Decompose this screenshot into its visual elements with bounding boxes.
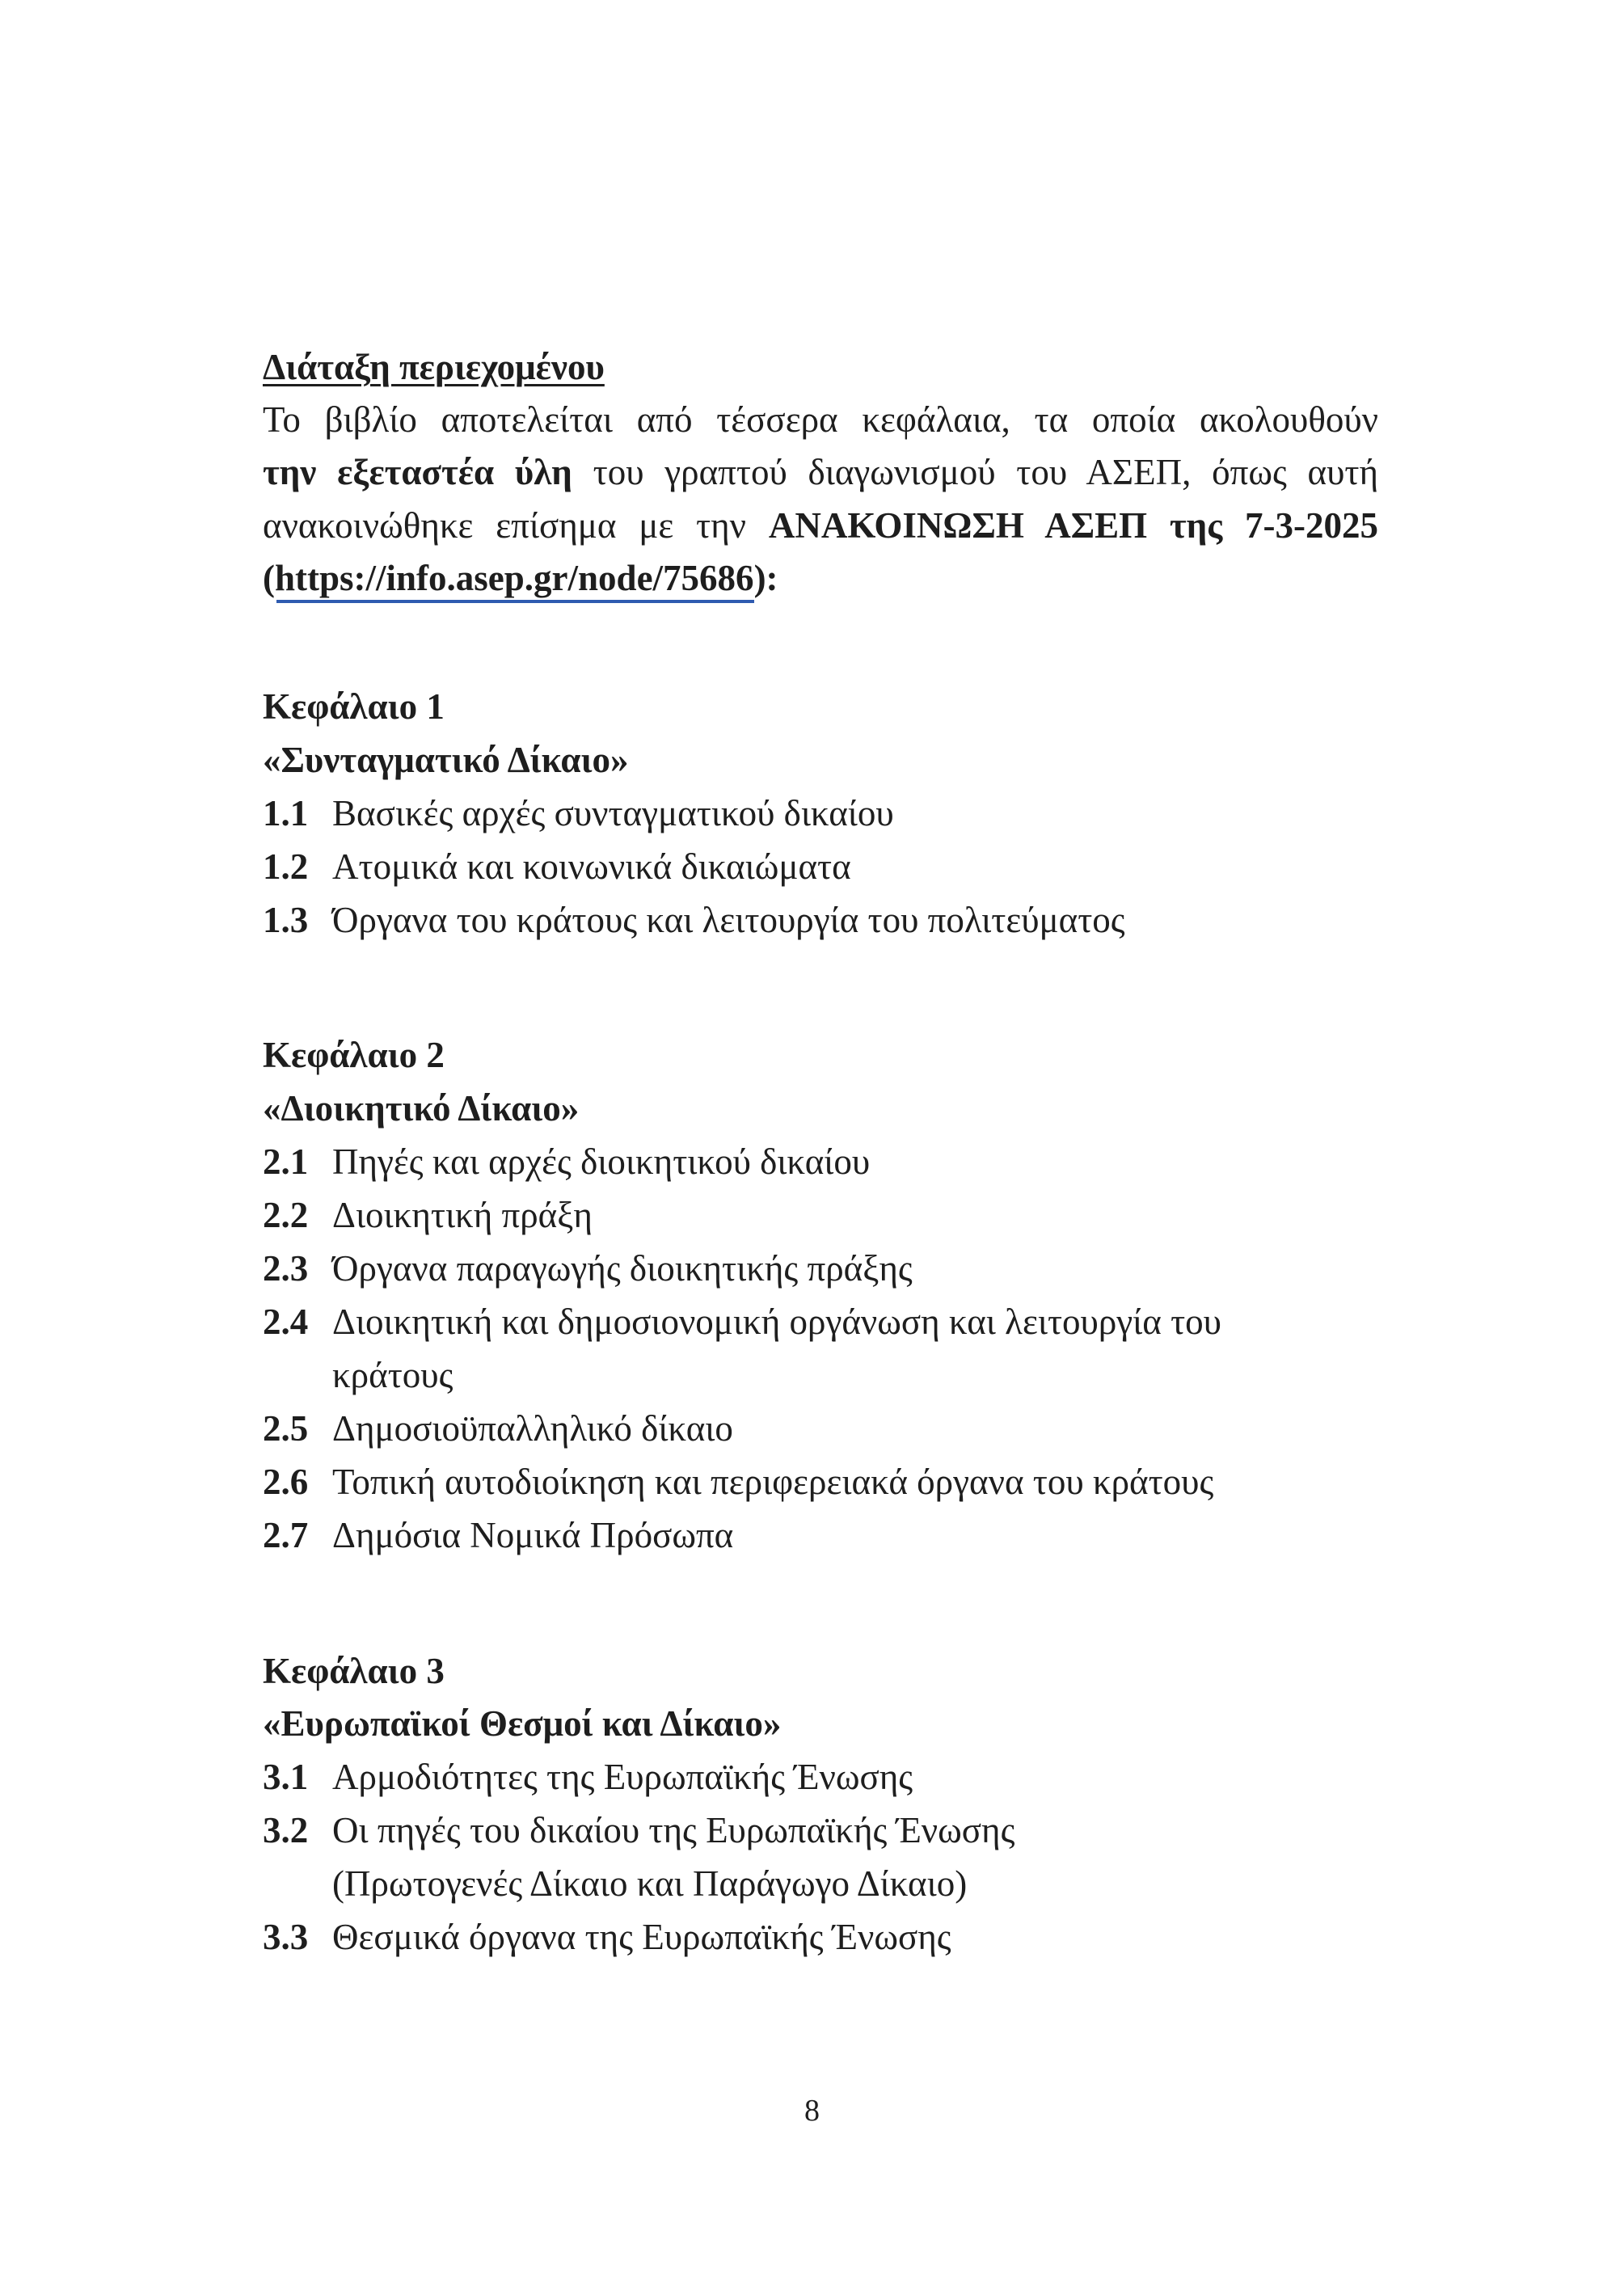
item-number: 3.3 <box>263 1917 309 1957</box>
item-number: 1.2 <box>263 846 309 887</box>
page-number: 8 <box>804 2094 820 2128</box>
list-item <box>263 1304 1221 1340</box>
asep-link-text: https://info.asep.gr/node/75686 <box>275 558 754 598</box>
item-text: Διοικητική και δημοσιονομική οργάνωση και λειτουργία του <box>332 1302 1221 1342</box>
item-number: 2.4 <box>263 1302 309 1342</box>
section-heading: Διάταξη περιεχομένου <box>263 347 605 387</box>
intro-line-2-rest: του γραπτού διαγωνισμού του ΑΣΕΠ, όπως αυτή <box>572 452 1378 492</box>
item-text: Αρμοδιότητες της Ευρωπαϊκής Ένωσης <box>332 1757 913 1797</box>
item-number: 2.7 <box>263 1515 309 1555</box>
intro-line-1: Το βιβλίο αποτελείται από τέσσερα κεφάλαια, τα οποία ακολουθούν <box>263 399 1378 440</box>
list-item <box>263 1919 951 1956</box>
item-number: 2.1 <box>263 1141 309 1182</box>
item-number: 1.1 <box>263 793 309 833</box>
list-item <box>263 1197 593 1234</box>
chapter-label: Κεφάλαιο 3 <box>263 1651 445 1691</box>
intro-line-4 <box>263 560 778 597</box>
item-text: Βασικές αρχές συνταγματικού δικαίου <box>332 793 894 833</box>
list-item-continuation <box>263 1357 453 1394</box>
item-text: Ατομικά και κοινωνικά δικαιώματα <box>332 846 851 887</box>
item-number: 3.1 <box>263 1757 309 1797</box>
link-close-paren: ): <box>753 558 778 598</box>
item-text: Πηγές και αρχές διοικητικού δικαίου <box>332 1141 871 1182</box>
list-item <box>263 795 894 832</box>
item-text: Θεσμικά όργανα της Ευρωπαϊκής Ένωσης <box>332 1917 951 1957</box>
item-text: Διοικητική πράξη <box>332 1195 593 1235</box>
list-item <box>263 1812 1014 1849</box>
item-text: Όργανα του κράτους και λειτουργία του πολιτεύματος <box>332 900 1125 940</box>
chapter-title: «Διοικητικό Δίκαιο» <box>263 1088 580 1129</box>
item-text-continuation: κράτους <box>332 1355 453 1395</box>
chapter-title: «Ευρωπαϊκοί Θεσμοί και Δίκαιο» <box>263 1703 782 1744</box>
list-item <box>263 846 851 887</box>
chapter-label: Κεφάλαιο 1 <box>263 686 445 727</box>
intro-line-3 <box>263 505 1378 546</box>
announcement-text: ΑΝΑΚΟΙΝΩΣΗ ΑΣΕΠ της 7-3-2025 <box>768 505 1378 546</box>
item-text: Τοπική αυτοδιοίκηση και περιφερειακά όργανα του κράτους <box>332 1462 1214 1502</box>
item-number: 2.2 <box>263 1195 309 1235</box>
item-number: 2.6 <box>263 1462 309 1502</box>
item-text-continuation: (Πρωτογενές Δίκαιο και Παράγωγο Δίκαιο) <box>332 1863 968 1904</box>
list-item <box>263 1759 913 1795</box>
chapter-label: Κεφάλαιο 2 <box>263 1035 445 1075</box>
item-text: Δημοσιοϋπαλληλικό δίκαιο <box>332 1408 733 1449</box>
link-underline <box>276 600 754 603</box>
list-item <box>263 1464 1213 1500</box>
list-item <box>263 1517 733 1554</box>
exam-syllabus-text: την εξεταστέα ύλη <box>263 452 572 492</box>
item-number: 3.2 <box>263 1810 309 1850</box>
item-text: Δημόσια Νομικά Πρόσωπα <box>332 1515 734 1555</box>
item-number: 1.3 <box>263 900 309 940</box>
item-text: Όργανα παραγωγής διοικητικής πράξης <box>332 1248 913 1289</box>
list-item-continuation <box>263 1863 968 1904</box>
intro-line-3-start: ανακοινώθηκε επίσημα με την <box>263 505 769 546</box>
link-open-paren: ( <box>263 558 275 598</box>
list-item <box>263 1248 913 1289</box>
item-number: 2.3 <box>263 1248 309 1289</box>
list-item <box>263 1141 871 1182</box>
list-item <box>263 1408 733 1449</box>
asep-link[interactable] <box>275 560 754 597</box>
item-number: 2.5 <box>263 1408 309 1449</box>
item-text: Οι πηγές του δικαίου της Ευρωπαϊκής Ένωσης <box>332 1810 1015 1850</box>
list-item <box>263 902 1125 939</box>
chapter-title: «Συνταγματικό Δίκαιο» <box>263 740 629 780</box>
intro-line-2 <box>263 454 1378 491</box>
